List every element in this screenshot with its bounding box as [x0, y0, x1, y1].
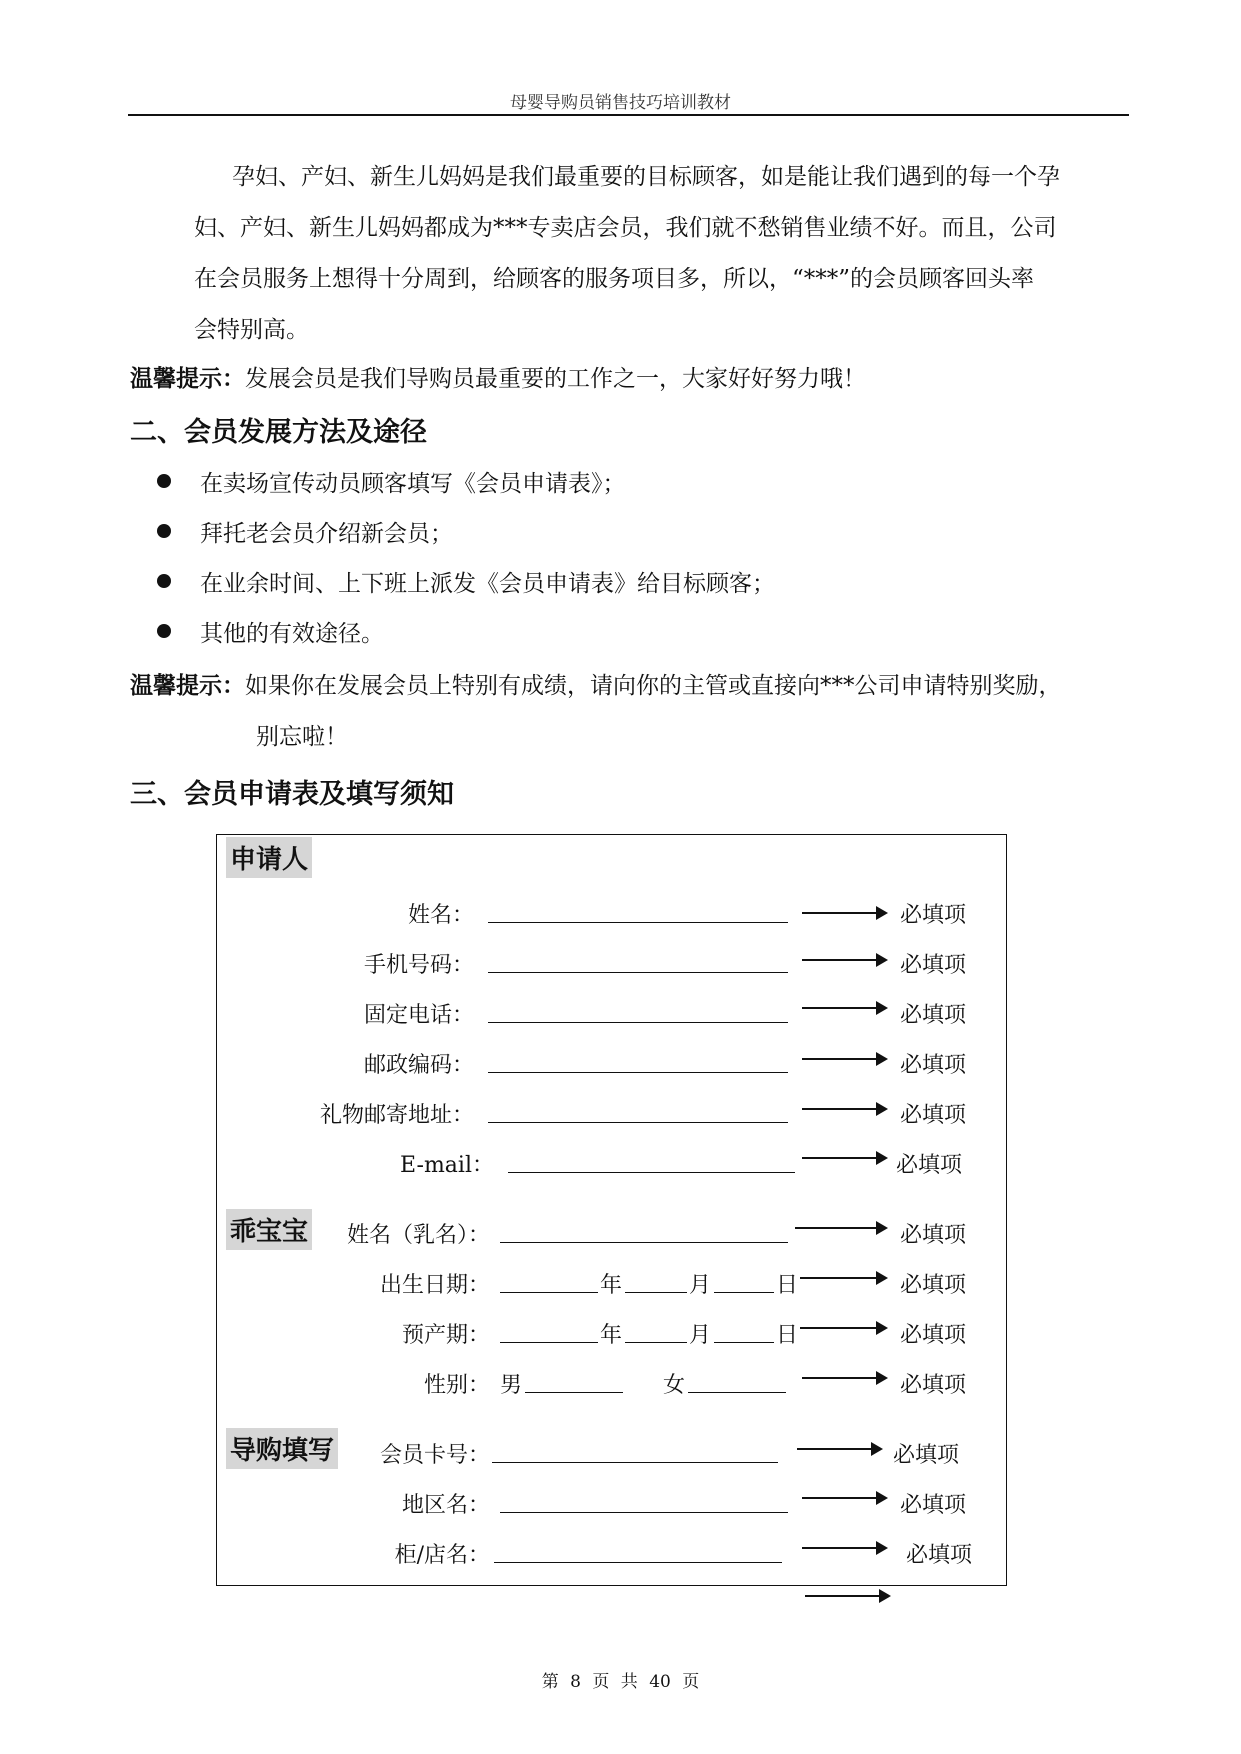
applicant-mobile-label: 手机号码：: [363, 953, 474, 978]
arrow-right-icon: [800, 1277, 886, 1279]
baby-birth-day-field[interactable]: [714, 1292, 774, 1293]
page-number: 第 8 页 共 40 页: [541, 1672, 700, 1692]
intro-line-4: 会特别高。: [194, 317, 309, 343]
document-header-title: 母婴导购员销售技巧培训教材: [510, 93, 731, 113]
baby-due-year-field[interactable]: [500, 1342, 598, 1343]
required-marker: 必填项: [906, 1543, 973, 1568]
baby-gender-label: 性别：: [423, 1373, 490, 1398]
arrow-right-icon: [802, 1547, 886, 1549]
tip-2-continuation: 别忘啦！: [256, 724, 348, 750]
required-marker: 必填项: [900, 1223, 967, 1248]
required-marker: 必填项: [900, 1003, 967, 1028]
baby-name-label: 姓名（乳名）：: [346, 1223, 490, 1248]
baby-birth-year-field[interactable]: [500, 1292, 598, 1293]
required-marker: 必填项: [900, 903, 967, 928]
required-marker: 必填项: [900, 1493, 967, 1518]
baby-due-day-field[interactable]: [714, 1342, 774, 1343]
bullet-icon: [157, 524, 171, 538]
store-label: 柜/店名：: [394, 1543, 490, 1568]
gender-female-label: 女: [663, 1373, 686, 1398]
day-unit: 日: [776, 1323, 799, 1348]
applicant-postcode-label: 邮政编码：: [363, 1053, 474, 1078]
required-marker: 必填项: [900, 1103, 967, 1128]
baby-birth-month-field[interactable]: [625, 1292, 687, 1293]
store-field[interactable]: [494, 1562, 782, 1563]
member-card-field[interactable]: [492, 1462, 778, 1463]
required-marker: 必填项: [900, 1373, 967, 1398]
arrow-right-icon: [802, 959, 886, 961]
arrow-right-icon: [797, 1448, 881, 1450]
guide-section-label: 导购填写: [226, 1428, 338, 1469]
baby-due-month-field[interactable]: [625, 1342, 687, 1343]
arrow-right-icon: [802, 912, 886, 914]
arrow-right-icon: [802, 1497, 886, 1499]
applicant-email-field[interactable]: [508, 1172, 795, 1173]
year-unit: 年: [600, 1273, 623, 1298]
gender-male-field[interactable]: [525, 1392, 623, 1393]
applicant-address-label: 礼物邮寄地址：: [319, 1103, 474, 1128]
baby-due-label: 预产期：: [401, 1323, 490, 1348]
region-field[interactable]: [500, 1512, 788, 1513]
applicant-email-label: E-mail：: [400, 1153, 494, 1178]
required-marker: 必填项: [900, 953, 967, 978]
required-marker: 必填项: [900, 1053, 967, 1078]
section-3-heading: 三、会员申请表及填写须知: [130, 779, 454, 810]
applicant-phone-field[interactable]: [488, 1022, 788, 1023]
arrow-right-icon: [802, 1377, 886, 1379]
required-marker: 必填项: [900, 1323, 967, 1348]
intro-line-2: 妇、产妇、新生儿妈妈都成为***专卖店会员，我们就不愁销售业绩不好。而且，公司: [194, 215, 1057, 241]
intro-line-3: 在会员服务上想得十分周到，给顾客的服务项目多，所以，“***”的会员顾客回头率: [194, 266, 1035, 292]
region-label: 地区名：: [401, 1493, 490, 1518]
header-divider: [128, 114, 1129, 116]
tip-1-label: 温馨提示：: [130, 366, 245, 392]
arrow-right-icon: [802, 1058, 886, 1060]
arrow-right-icon: [802, 1157, 886, 1159]
applicant-phone-label: 固定电话：: [363, 1003, 474, 1028]
baby-birth-label: 出生日期：: [379, 1273, 490, 1298]
tip-2-text: 如果你在发展会员上特别有成绩，请向你的主管或直接向***公司申请特别奖励，: [245, 673, 1062, 699]
applicant-name-field[interactable]: [488, 922, 788, 923]
intro-line-1: 孕妇、产妇、新生儿妈妈是我们最重要的目标顾客，如是能让我们遇到的每一个孕: [232, 164, 1060, 190]
month-unit: 月: [689, 1273, 712, 1298]
gender-male-label: 男: [500, 1373, 523, 1398]
arrow-right-icon: [795, 1227, 886, 1229]
gender-female-field[interactable]: [688, 1392, 786, 1393]
bullet-item-1: 在卖场宣传动员顾客填写《会员申请表》；: [200, 471, 626, 497]
bullet-item-3: 在业余时间、上下班上派发《会员申请表》给目标顾客；: [200, 571, 775, 597]
arrow-right-icon: [800, 1327, 886, 1329]
bullet-item-4: 其他的有效途径。: [200, 621, 384, 647]
bullet-icon: [157, 574, 171, 588]
arrow-right-icon: [802, 1108, 886, 1110]
applicant-mobile-field[interactable]: [488, 972, 788, 973]
applicant-section-label: 申请人: [226, 837, 312, 878]
month-unit: 月: [689, 1323, 712, 1348]
arrow-right-icon: [802, 1007, 886, 1009]
required-marker: 必填项: [900, 1273, 967, 1298]
applicant-address-field[interactable]: [488, 1122, 788, 1123]
member-card-label: 会员卡号：: [379, 1443, 490, 1468]
day-unit: 日: [776, 1273, 799, 1298]
applicant-name-label: 姓名：: [407, 903, 474, 928]
baby-name-field[interactable]: [500, 1242, 788, 1243]
tip-2-label: 温馨提示：: [130, 673, 245, 699]
year-unit: 年: [600, 1323, 623, 1348]
tip-2: [130, 667, 1062, 700]
required-marker: 必填项: [893, 1443, 960, 1468]
bullet-item-2: 拜托老会员介绍新会员；: [200, 521, 453, 547]
arrow-right-icon: [805, 1595, 889, 1597]
tip-1: [130, 360, 866, 393]
membership-form: [216, 834, 1007, 1586]
tip-1-text: 发展会员是我们导购员最重要的工作之一，大家好好努力哦！: [245, 366, 866, 392]
required-marker: 必填项: [896, 1153, 963, 1178]
baby-section-label: 乖宝宝: [226, 1209, 312, 1250]
bullet-icon: [157, 474, 171, 488]
applicant-postcode-field[interactable]: [488, 1072, 788, 1073]
bullet-icon: [157, 624, 171, 638]
section-2-heading: 二、会员发展方法及途径: [130, 417, 427, 448]
